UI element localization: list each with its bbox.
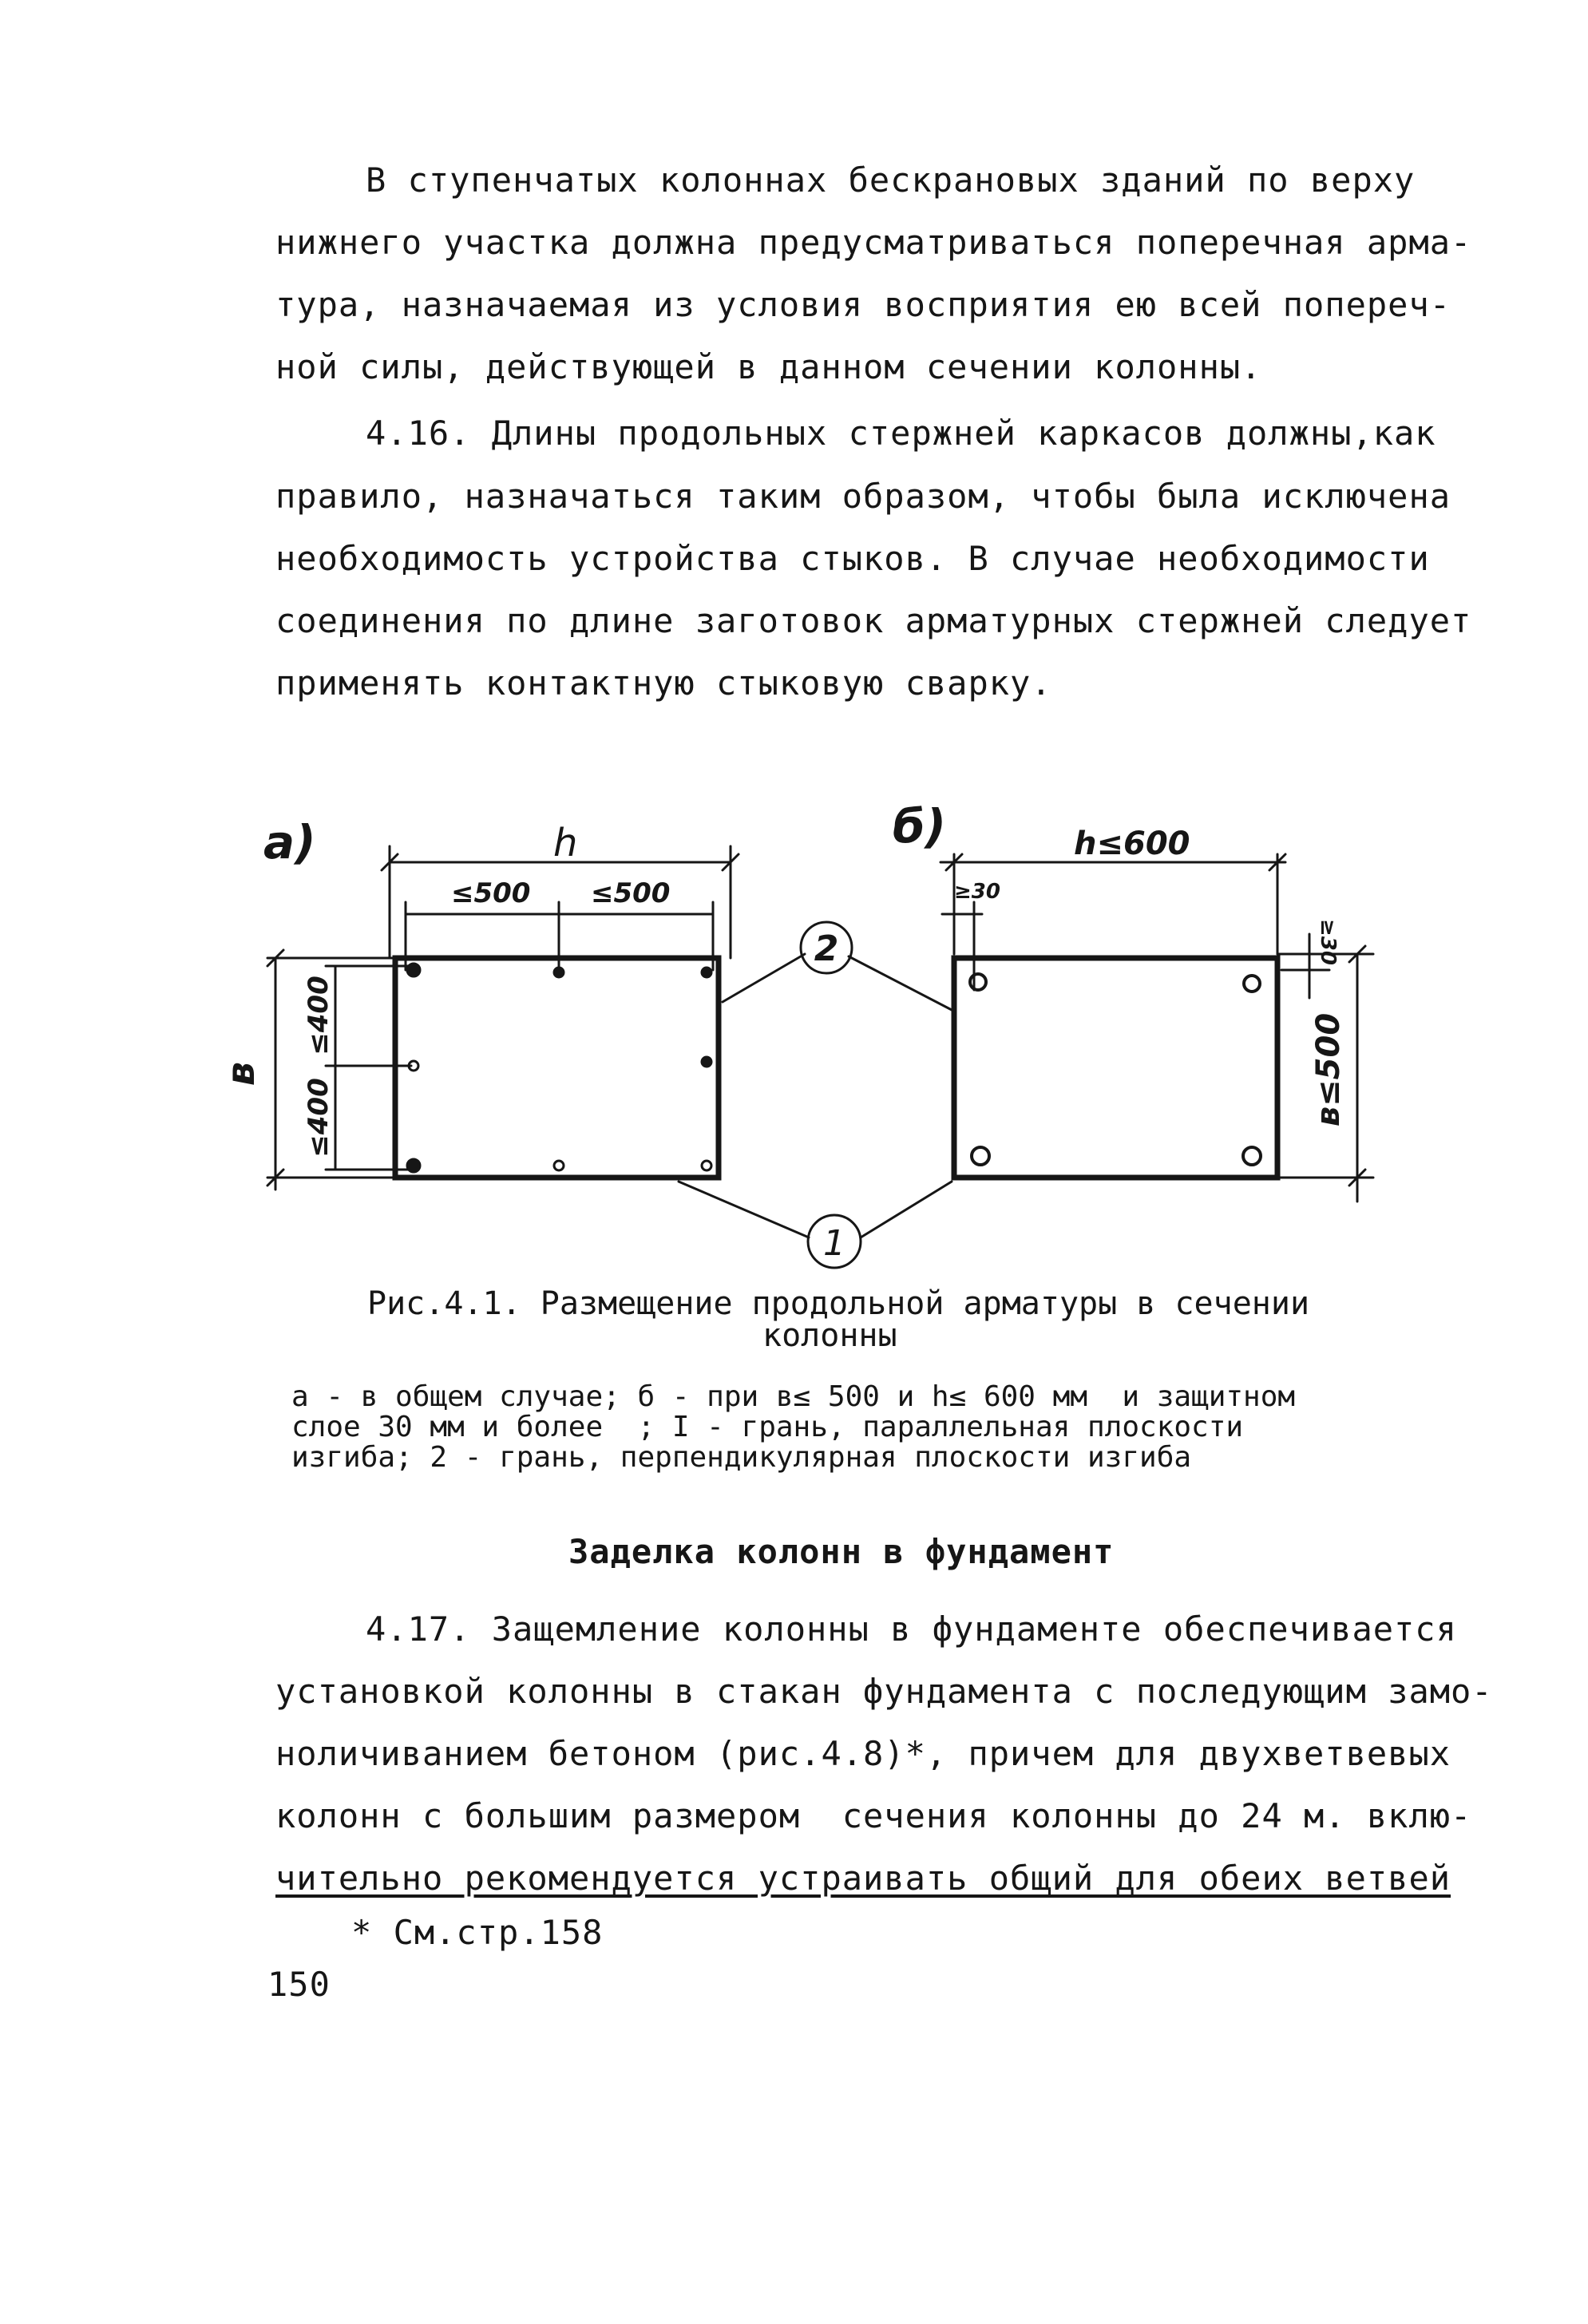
- paragraph-1-line-3: тура, назначаемая из условия восприятия ею всей попереч-: [275, 285, 1451, 324]
- panel-b-h-label: h≤600: [1074, 825, 1190, 862]
- panel-a-segment-1-label: ≤500: [451, 877, 531, 909]
- figure-legend-line-3: изгиба; 2 - грань, перпендикулярная плоскости изгиба: [291, 1441, 1192, 1474]
- paragraph-1-line-2: нижнего участка должна предусматриваться поперечная арма-: [275, 223, 1472, 262]
- panel-b-width-dimension: [941, 854, 1285, 954]
- panel-a-side-2-label: ≤400: [303, 1078, 335, 1158]
- paragraph-2-line-3: необходимость устройства стыков. В случае необходимости: [275, 539, 1430, 578]
- paragraph-3-line-5: чительно рекомендуется устраивать общий для обеих ветвей: [275, 1859, 1451, 1898]
- paragraph-3-line-4: колонн с большим размером сечения колонны до 24 м. вклю-: [275, 1796, 1472, 1835]
- paragraph-3-line-1: 4.17. Защемление колонны в фундаменте обеспечивается: [366, 1609, 1457, 1649]
- panel-b-cover-x-dimension: [942, 902, 982, 990]
- section-heading: Заделка колонн в фундамент: [568, 1532, 1115, 1571]
- panel-b-label: б): [893, 799, 947, 853]
- page-number: 150: [267, 1965, 331, 2004]
- paragraph-2-line-4: соединения по длине заготовок арматурных стержней следует: [275, 601, 1472, 640]
- callout-2-label: 2: [814, 928, 839, 969]
- panel-a-h-label: h: [553, 821, 578, 865]
- figure-legend-line-2: слое 30 мм и более ; I - грань, параллельная плоскости: [291, 1411, 1244, 1443]
- paragraph-2-line-5: применять контактную стыковую сварку.: [275, 663, 1052, 703]
- callout-1-leaders: [679, 1182, 952, 1237]
- footnote: * См.стр.158: [351, 1913, 604, 1952]
- panel-a-section: [395, 958, 719, 1178]
- panel-b-section: [954, 958, 1277, 1178]
- paragraph-3-line-2: установкой колонны в стакан фундамента с последующим замо-: [275, 1672, 1493, 1711]
- figure-legend-line-1: а - в общем случае; б - при в≤ 500 и h≤ 600 мм и защитном: [291, 1380, 1296, 1413]
- panel-b-cover-x-label: ≥30: [954, 880, 1000, 904]
- paragraph-1-line-4: ной силы, действующей в данном сечении колонны.: [275, 347, 1262, 386]
- figure-caption-line-2: колонны: [762, 1317, 897, 1354]
- figure-caption-line-1: Рис.4.1. Размещение продольной арматуры в сечении: [367, 1285, 1310, 1322]
- panel-a-side-dimension: [326, 966, 411, 1170]
- panel-b-b-label: в≤500: [1310, 1012, 1347, 1127]
- panel-a-rebars: [407, 964, 711, 1172]
- paragraph-1-line-1: В ступенчатых колоннах бескрановых зданий по верху: [366, 160, 1416, 200]
- panel-a-side-1-label: ≤400: [303, 976, 335, 1055]
- panel-a-b-label: в: [219, 1061, 263, 1087]
- panel-b-cover-y-label: ≥30: [1316, 919, 1340, 965]
- callout-1-label: 1: [823, 1223, 845, 1264]
- panel-a-segment-2-label: ≤500: [591, 877, 671, 909]
- panel-b-rebars: [970, 974, 1261, 1165]
- paragraph-3-line-3: ноличиванием бетоном (рис.4.8)*, причем для двухветвевых: [275, 1734, 1451, 1773]
- panel-a-label: а): [263, 815, 316, 869]
- paragraph-2-line-1: 4.16. Длины продольных стержней каркасов должны,как: [366, 414, 1436, 453]
- paragraph-2-line-2: правило, назначаться таким образом, чтобы была исключена: [275, 477, 1451, 516]
